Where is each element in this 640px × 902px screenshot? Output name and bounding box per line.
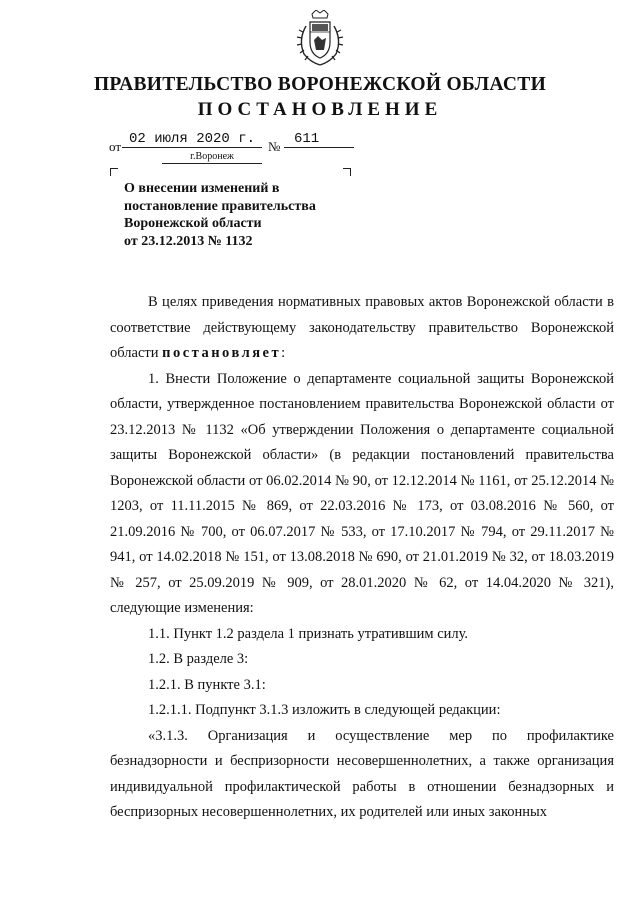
number-prefix: № [268, 139, 281, 154]
paragraph-1-2-1: 1.2.1. В пункте 3.1: [148, 676, 266, 693]
document-date: 02 июля 2020 г. [122, 131, 262, 148]
preamble-colon: : [281, 345, 286, 361]
paragraph-1-2-1-1: 1.2.1.1. Подпункт 3.1.3 изложить в следующей редакции: [148, 702, 501, 718]
document-type: ПОСТАНОВЛЕНИЕ [197, 99, 443, 120]
preamble-paragraph [110, 290, 614, 367]
preamble-text: В целях приведения нормативных правовых актов Воронежской области в соответствие действующему законодательству правительство Воронежской области [110, 294, 614, 361]
subject-bracket-right [343, 168, 351, 176]
document-body [110, 290, 614, 826]
organization-title: ПРАВИТЕЛЬСТВО ВОРОНЕЖСКОЙ ОБЛАСТИ [93, 74, 547, 95]
document-number: 611 [284, 131, 354, 148]
paragraph-3-1-3: «3.1.3. Организация и осуществление мер по профилактике безнадзорности и беспризорности несовершеннолетних, а также организация индивидуальной профилактической работы в отношении безнадзорных и беспризорных несовершеннолетних, их родителей или иных законных [110, 727, 614, 820]
subject-line: Воронежской области [124, 216, 262, 231]
subject-bracket-left [110, 168, 118, 176]
coat-of-arms-icon [290, 10, 350, 68]
subject-line: О внесении изменений в [124, 181, 280, 196]
paragraph-1-2: 1.2. В разделе 3: [148, 651, 249, 667]
preamble-resolves: постановляет [162, 345, 282, 361]
document-city: г.Воронеж [162, 151, 262, 164]
document-meta [0, 132, 640, 166]
paragraph-1: 1. Внести Положение о департаменте социальной защиты Воронежской области, утвержденное постановлением правительства Воронежской области от 23.12.2013 № 1132 «Об утверждении Положения о департаменте социальной защиты Воронежской области» (в редакции постановлений правительства Воронежской области от 06.02.2014 № 90, от 12.12.2014 № 1161, от 25.12.2014 № 1203, от 11.11.2015 № 869, от 22.03.2016 № 173, от 03.08.2016 № 560, от 21.09.2016 № 700, от 06.07.2017 № 533, от 17.10.2017 № 794, от 29.11.2017 № 941, от 14.02.2018 № 151, от 13.08.2018 № 690, от 21.01.2019 № 32, от 18.03.2019 № 257, от 25.09.2019 № 909, от 28.01.2020 № 62, от 14.04.2020 № 321), следующие изменения: [110, 370, 614, 616]
subject-line: от 23.12.2013 № 1132 [124, 233, 253, 249]
subject-line: постановление правительства [124, 198, 316, 214]
date-prefix: от [109, 139, 122, 154]
paragraph-1-1: 1.1. Пункт 1.2 раздела 1 признать утратившим силу. [148, 625, 469, 642]
document-subject [124, 180, 364, 250]
